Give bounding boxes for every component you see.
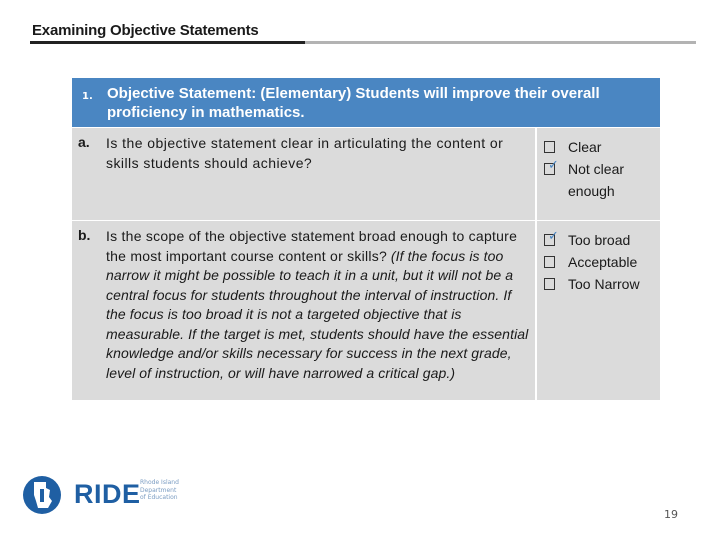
dept-line: Rhode Island	[140, 479, 179, 486]
checkmark-icon: ✓	[548, 158, 559, 173]
page-number: 19	[664, 508, 678, 521]
option-label: Too Narrow	[568, 276, 640, 292]
question-row-b	[72, 221, 660, 400]
option-label: Clear	[568, 139, 602, 155]
question-text: Is the objective statement clear in articulating the content or skills students should achieve?	[106, 135, 504, 171]
option-label: Not clear enough	[568, 161, 625, 199]
question-row-a	[72, 128, 660, 220]
rhode-island-state-shape-icon	[22, 475, 66, 515]
option-clear[interactable]	[542, 136, 657, 158]
checkbox-icon[interactable]	[544, 141, 555, 153]
answer-options	[542, 136, 657, 202]
question-letter: a.	[78, 134, 90, 150]
objective-number: 1.	[82, 91, 93, 102]
column-divider	[535, 128, 537, 220]
objective-statement: Objective Statement: (Elementary) Students will improve their overall proficiency in mathematics.	[107, 85, 600, 121]
option-too-broad[interactable]	[542, 229, 657, 251]
objective-header	[72, 78, 660, 127]
checkmark-icon: ✓	[548, 229, 559, 244]
answer-options	[542, 229, 657, 295]
option-acceptable[interactable]	[542, 251, 657, 273]
dept-line: of Education	[140, 494, 178, 501]
question-text: Is the scope of the objective statement broad enough to capture the most important course content or skills?	[106, 228, 518, 264]
option-not-clear-enough[interactable]	[542, 158, 657, 202]
slide-title: Examining Objective Statements	[32, 22, 259, 39]
ride-logo	[22, 475, 182, 515]
title-underline	[30, 41, 696, 44]
question-note: (If the focus is too narrow it might be possible to teach it in a unit, but it will not be a central focus for students throughout the interval of instruction. If the focus is too broad it is not a targeted objective that is measurable. If the target is met, students should have the essential knowledge and/or skills necessary for success in the next grade, level of instruction, or will have narrowed a critical gap.)	[106, 247, 529, 381]
question-text-block	[106, 227, 534, 383]
checkbox-icon[interactable]	[544, 256, 555, 268]
option-label: Too broad	[568, 232, 631, 248]
column-divider	[535, 221, 537, 400]
dept-line: Department	[140, 486, 177, 494]
option-too-narrow[interactable]	[542, 273, 657, 295]
question-letter: b.	[78, 227, 91, 243]
option-label: Acceptable	[568, 254, 638, 270]
logo-wordmark: RIDE	[74, 479, 141, 509]
checkbox-icon[interactable]	[544, 278, 555, 290]
logo-department-text	[140, 479, 200, 502]
